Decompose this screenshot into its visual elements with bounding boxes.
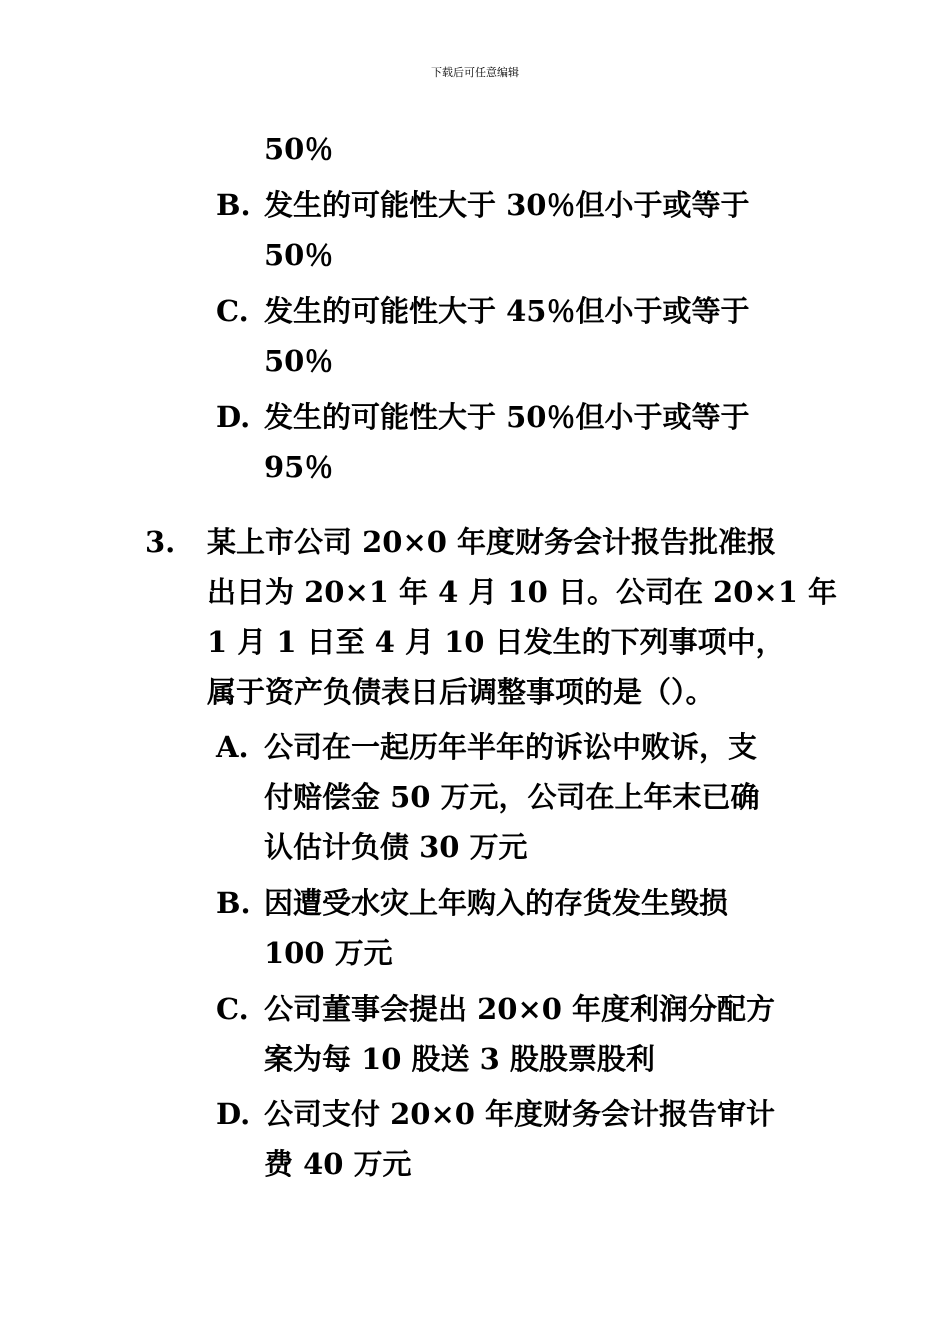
question-line-3: 1 月 1 日至 4 月 10 日发生的下列事项中， [207, 625, 785, 659]
q3-option-letter-c: C. [216, 992, 249, 1026]
option-d-line-2: 95％ [264, 450, 334, 484]
option-b-line-2: 50％ [264, 238, 334, 272]
option-letter-b: B. [216, 188, 251, 222]
option-letter-d: D. [216, 400, 251, 434]
q3-option-b-line-2: 100 万元 [264, 936, 393, 970]
q3-option-b-line-1: 因遭受水灾上年购入的存货发生毁损 [264, 886, 729, 920]
question-line-1: 某上市公司 20×0 年度财务会计报告批准报 [207, 525, 777, 559]
q3-option-c-line-1: 公司董事会提出 20×0 年度利润分配方 [264, 992, 776, 1026]
q3-option-letter-b: B. [216, 886, 251, 920]
q3-option-c-line-2: 案为每 10 股送 3 股股票股利 [264, 1042, 655, 1076]
page-header: 下载后可任意编辑 [431, 66, 519, 79]
question-line-4: 属于资产负债表日后调整事项的是（）。 [207, 675, 715, 709]
question-number: 3. [145, 525, 176, 559]
q3-option-a-line-1: 公司在一起历年半年的诉讼中败诉，支 [264, 730, 758, 764]
option-c-line-2: 50％ [264, 344, 334, 378]
option-a-continuation: 50％ [264, 132, 334, 166]
q3-option-letter-a: A. [216, 730, 249, 764]
q3-option-letter-d: D. [216, 1097, 251, 1131]
option-c-line-1: 发生的可能性大于 45％但小于或等于 [264, 294, 750, 328]
q3-option-d-line-2: 费 40 万元 [264, 1147, 412, 1181]
q3-option-a-line-3: 认估计负债 30 万元 [264, 830, 528, 864]
option-b-line-1: 发生的可能性大于 30％但小于或等于 [264, 188, 750, 222]
option-letter-c: C. [216, 294, 249, 328]
question-line-2: 出日为 20×1 年 4 月 10 日。公司在 20×1 年 [207, 575, 837, 609]
option-d-line-1: 发生的可能性大于 50％但小于或等于 [264, 400, 750, 434]
q3-option-d-line-1: 公司支付 20×0 年度财务会计报告审计 [264, 1097, 776, 1131]
q3-option-a-line-2: 付赔偿金 50 万元，公司在上年末已确 [264, 780, 760, 814]
